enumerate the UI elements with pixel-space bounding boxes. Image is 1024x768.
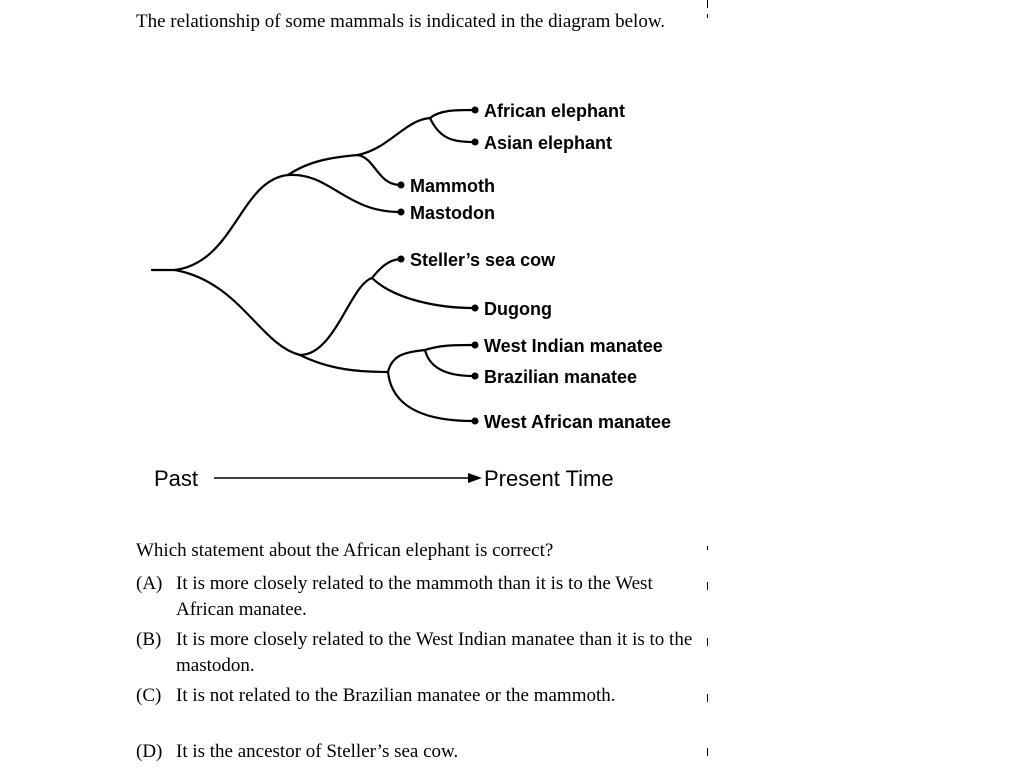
leaf-dot [472,418,479,425]
branch-mastodon [288,175,400,212]
leaf-label-african-elephant: African elephant [484,101,626,121]
branch-true-elephants [358,118,430,155]
axis-label-present-time: Present Time [484,466,614,491]
branch-stellers [372,259,400,278]
branch-sirenian [300,278,372,355]
choice-letter: (B) [136,629,162,650]
margin-mark [707,0,708,8]
leaf-dot [472,305,479,312]
margin-mark [707,748,708,756]
leaf-dot [472,373,479,380]
leaf-label-west-indian-manatee: West Indian manatee [484,336,663,356]
margin-mark [707,546,708,550]
branch-seacow-clade [175,270,300,355]
leaf-dot [472,107,479,114]
leaf-dot [398,209,405,216]
leaf-dot [398,182,405,189]
intro-text: The relationship of some mammals is indicated in the diagram below. [136,11,666,32]
leaf-dot [472,139,479,146]
branch-asian-elephant [430,118,473,142]
leaf-dot [472,342,479,349]
time-axis [154,466,614,491]
axis-label-past: Past [154,466,199,491]
leaf-label-stellers-sea-cow: Steller’s sea cow [410,250,556,270]
leaf-label-asian-elephant: Asian elephant [484,133,613,153]
leaf-labels [410,101,671,432]
branch-west-african [388,372,473,421]
branch-brazilian [425,350,473,376]
margin-mark [707,694,708,702]
branch-manatee-clade [300,355,388,372]
branch-elephant-clade [175,175,288,270]
time-arrow-head [468,473,482,483]
leaf-label-dugong: Dugong [484,299,552,319]
choice-text: It is more closely related to the mammoth than it is to the West African manatee. [176,573,653,620]
branch-elephant-mammoth [288,155,358,175]
choice-text: It is the ancestor of Steller’s sea cow. [176,741,459,762]
question-stem: Which statement about the African elephant is correct? [136,540,554,561]
leaf-label-mammoth: Mammoth [410,176,495,196]
branch-manatee-inner [388,350,425,372]
leaf-dot [398,256,405,263]
branch-african-elephant [430,110,473,118]
margin-mark [707,582,708,590]
margin-mark [707,14,708,18]
leaf-label-brazilian-manatee: Brazilian manatee [484,367,638,387]
choice-text: It is more closely related to the West Indian manatee than it is to the mastodon. [176,629,693,676]
branch-dugong [372,278,473,308]
margin-mark [707,638,708,646]
leaf-label-mastodon: Mastodon [410,203,495,223]
choice-text: It is not related to the Brazilian manatee or the mammoth. [176,685,616,706]
choice-letter: (D) [136,741,163,762]
choice-letter: (A) [136,573,163,594]
branch-mammoth [358,155,400,185]
leaf-label-west-african-manatee: West African manatee [484,412,672,432]
branch-west-indian [425,345,473,350]
choice-letter: (C) [136,685,162,706]
